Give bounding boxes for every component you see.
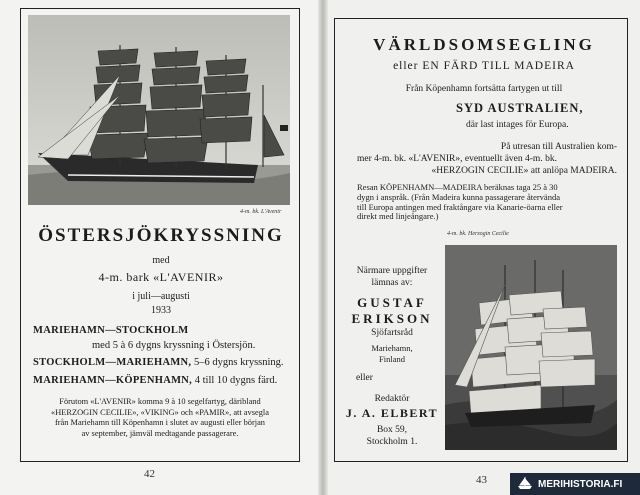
- page-number-right: 43: [476, 474, 487, 486]
- route-stockholm-mariehamn: [33, 357, 284, 368]
- footnote-line: av september, jämväl medtagande passagerare.: [81, 428, 239, 438]
- route-label: STOCKHOLM—MARIEHAMN,: [33, 357, 192, 368]
- herzogin-photo-caption: 4-m. bk. Herzogin Cecilie: [447, 231, 509, 237]
- address-line: Finland: [379, 354, 405, 364]
- route-label: MARIEHAMN—KÖPENHAMN,: [33, 375, 193, 386]
- merihistoria-watermark: [510, 473, 640, 495]
- para-line: «HERZOGIN CECILIE» att anlöpa MADEIRA.: [431, 166, 617, 176]
- contact-role: Sjöfartsråd: [371, 328, 413, 338]
- para-line: mer 4-m. bk. «L'AVENIR», eventuellt även 4-m. bk.: [357, 154, 557, 164]
- lavenir-photo-caption: 4-m. bk. L'Avenir: [240, 209, 282, 215]
- route-mariehamn-stockholm: MARIEHAMN—STOCKHOLM: [33, 325, 189, 336]
- intro-line: Från Köpenhamn fortsätta fartygen ut till: [405, 84, 563, 94]
- resan-paragraph: [357, 183, 617, 222]
- lavenir-ship-photo: [28, 15, 290, 205]
- ship-logo-icon: [516, 476, 534, 493]
- contact-intro: [340, 265, 444, 289]
- contact-address-1: [340, 343, 444, 365]
- para-line: direkt med linjeångare.): [357, 211, 439, 222]
- ostersjo-title: ÖSTERSJÖKRYSSNING: [38, 225, 284, 246]
- herzogin-cecilie-ship-photo: [445, 245, 617, 450]
- para-line: Resan KÖPENHAMN—MADEIRA beräknas taga 25 à 30: [357, 182, 558, 192]
- contact-or: eller: [356, 373, 373, 383]
- contact-intro-line: lämnas av:: [371, 278, 413, 288]
- page-number-left: 42: [144, 468, 155, 480]
- para-line: till Europa antingen med fraktångare via Kanarie-öarna eller: [357, 201, 563, 212]
- address-line: Stockholm 1.: [366, 437, 418, 447]
- book-gutter: [318, 0, 328, 495]
- name-line: ERIKSON: [351, 311, 433, 326]
- contact-address-2: [340, 424, 444, 448]
- contact-name-elbert: J. A. ELBERT: [345, 406, 439, 420]
- left-footnote: [28, 397, 292, 439]
- name-line: GUSTAF: [357, 295, 427, 310]
- watermark-text: MERIHISTORIA.FI: [538, 478, 623, 490]
- madeira-paragraph: [357, 141, 617, 177]
- destination-syd-australien: SYD AUSTRALIEN,: [456, 101, 584, 115]
- route-detail-kryssning: med 5 à 6 dygns kryssning i Östersjön.: [92, 340, 256, 351]
- footnote-line: «HERZOGIN CECILIE», «VIKING» och «PAMIR», att avsegla: [51, 407, 269, 417]
- contact-role-2: Redaktör: [374, 394, 410, 404]
- year-text: 1933: [151, 305, 171, 316]
- address-line: Box 59,: [376, 425, 408, 435]
- last-line: där last intages för Europa.: [466, 120, 569, 130]
- address-line: Mariehamn,: [371, 343, 413, 353]
- med-text: med: [152, 255, 170, 266]
- footnote-line: Förutom «L'AVENIR» komma 9 à 10 segelfartyg, däribland: [59, 397, 261, 406]
- route-mariehamn-kopenhamn: [33, 375, 277, 386]
- contact-name-gustaf-erikson: [340, 295, 444, 327]
- route-detail: 4 till 10 dygns färd.: [194, 375, 278, 386]
- footnote-line: från Mariehamn till Köpenhamn i slutet av augusti eller början: [54, 418, 265, 427]
- route-detail: 5–6 dygns kryssning.: [193, 357, 284, 368]
- varldsomsegling-title: VÄRLDSOMSEGLING: [373, 35, 595, 54]
- subtitle-madeira: eller EN FÄRD TILL MADEIRA: [393, 60, 575, 72]
- contact-intro-line: Närmare uppgifter: [356, 266, 428, 276]
- para-line: På utresan till Australien kom-: [500, 142, 617, 152]
- para-line: dygn i anspråk. (Från Madeira kunna passagerare återvända: [357, 191, 560, 202]
- period-text: i juli—augusti: [132, 291, 190, 302]
- ship-name-lavenir: 4-m. bark «L'AVENIR»: [98, 270, 224, 284]
